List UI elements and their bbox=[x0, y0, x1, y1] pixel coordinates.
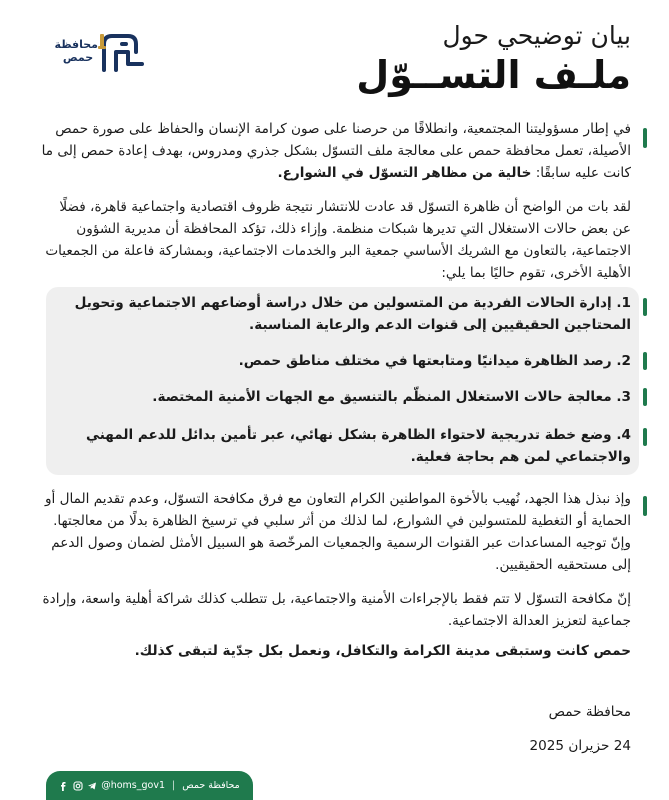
intro-text: في إطار مسؤوليتنا المجتمعية، وانطلاقًا من حرصنا على صون كرامة الإنسان والحفاظ على صورة حمص الأصيلة، تعمل محافظة حمص على معالجة ملف التسوّل بشكل جذري ومدروس، بهدف إعادة حمص إلى ما كانت عليه سابقًا: bbox=[41, 121, 631, 181]
social-handle[interactable]: @homs_gov1 bbox=[101, 780, 165, 791]
signature-date: 24 حزيران 2025 bbox=[529, 738, 631, 754]
action-item bbox=[51, 292, 631, 336]
action-text: وضع خطة تدريجية لاحتواء الظاهرة بشكل نهائي، عبر تأمين بدائل للدعم المهني والاجتماعي لمن هم بحاجة فعلية. bbox=[85, 427, 631, 465]
action-text: رصد الظاهرة ميدانيًا ومتابعتها في مختلف مناطق حمص. bbox=[238, 353, 612, 369]
action-item bbox=[51, 386, 631, 408]
context-paragraph: لقد بات من الواضح أن ظاهرة التسوّل قد عادت للانتشار نتيجة ظروف اقتصادية واجتماعية قاهرة، فضلًا عن بعض حالات الاستغلال التي تديرها شبكات منظمة. وإزاء ذلك، تؤكد المحافظة أن مديرية الشؤون الاجتماعية، بالتعاون مع الشريك الأساسي جمعية البر والخدمات الاجتماعية، وبمشاركة فاعلة من الجمعيات الأهلية الأخرى، تقوم حاليًا بما يلي: bbox=[45, 199, 631, 281]
footer-name: محافظة حمص bbox=[182, 780, 240, 791]
intro-paragraph bbox=[41, 118, 631, 184]
page-subtitle: بيان توضيحي حول bbox=[442, 21, 631, 50]
accent-bar bbox=[643, 128, 647, 148]
accent-bar bbox=[643, 352, 647, 370]
action-number: 3. bbox=[616, 389, 631, 405]
page-title: ملـف التســوّل bbox=[356, 53, 631, 97]
accent-bar bbox=[643, 428, 647, 446]
action-item bbox=[51, 350, 631, 372]
action-text: إدارة الحالات الفردية من المتسولين من خلال دراسة أوضاعهم الاجتماعية وتحويل المحتاجين الحقيقيين إلى قنوات الدعم والرعاية المناسبة. bbox=[74, 295, 631, 333]
accent-bar bbox=[643, 388, 647, 406]
closing-statement: حمص كانت وستبقى مدينة الكرامة والتكافل، ونعمل بكل جدّية لتبقى كذلك. bbox=[134, 643, 631, 659]
facebook-icon[interactable] bbox=[59, 781, 69, 791]
accent-bar bbox=[643, 298, 647, 316]
partnership-paragraph: إنّ مكافحة التسوّل لا تتم فقط بالإجراءات الأمنية والاجتماعية، بل تتطلب كذلك شراكة أهلية واسعة، وإرادة جماعية لتعزيز العدالة الاجتماعية. bbox=[42, 591, 631, 629]
footer-separator: | bbox=[172, 780, 176, 791]
action-text: معالجة حالات الاستغلال المنظّم بالتنسيق مع الجهات الأمنية المختصة. bbox=[152, 389, 612, 405]
instagram-icon[interactable] bbox=[73, 781, 83, 791]
action-item bbox=[51, 424, 631, 468]
action-number: 1. bbox=[616, 295, 631, 311]
action-number: 4. bbox=[616, 427, 631, 443]
social-footer bbox=[46, 771, 253, 800]
appeal-paragraph: وإذ نبذل هذا الجهد، نُهيب بالأخوة المواطنين الكرام التعاون مع فرق مكافحة التسوّل، وعدم تقديم المال أو الحماية أو التغطية للمتسولين في الشوارع، لما لذلك من أثر سلبي في ترسيخ الظاهرة بدلًا من معالجتها. وإنّ توجيه المساعدات عبر القنوات الرسمية والجمعيات المرخّصة هو السبيل الأمثل لضمان وصول الدعم إلى مستحقيه الحقيقيين. bbox=[44, 491, 631, 573]
logo-text: محافظة حمص bbox=[54, 38, 98, 64]
accent-bar bbox=[643, 496, 647, 516]
telegram-icon[interactable] bbox=[87, 781, 97, 791]
action-number: 2. bbox=[616, 353, 631, 369]
intro-emphasis: خالية من مظاهر التسوّل في الشوارع. bbox=[277, 165, 532, 181]
signature-issuer: محافظة حمص bbox=[548, 704, 631, 720]
